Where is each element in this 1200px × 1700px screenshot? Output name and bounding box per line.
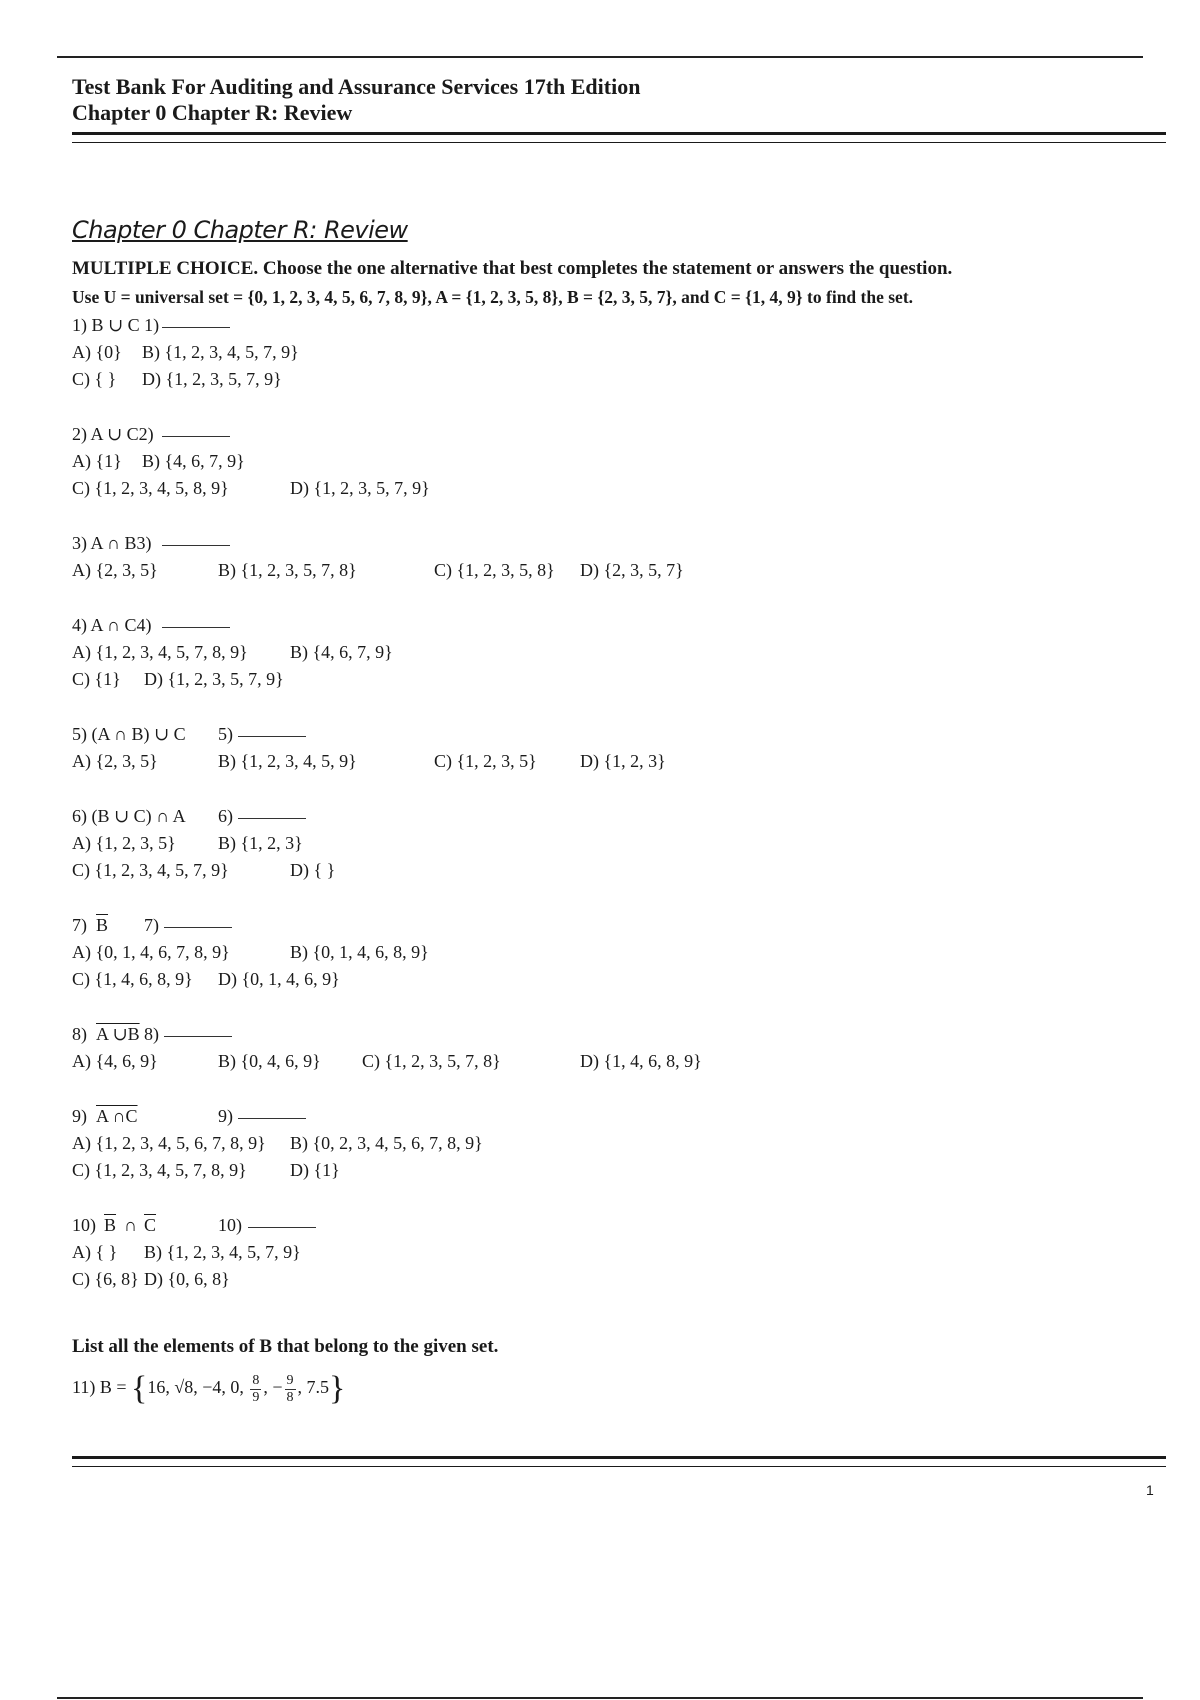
question-number: 5) [218, 724, 233, 744]
header-double-rule [72, 132, 1166, 143]
question-prompt: 6) (B ∪ C) ∩ A [72, 806, 186, 826]
option-a: A) {1} [72, 451, 122, 471]
question-prompt: 1) B ∪ C 1) [72, 315, 160, 335]
answer-blank [238, 1103, 306, 1119]
option-a: A) {2, 3, 5} [72, 751, 158, 771]
question-number: 9) [72, 1106, 87, 1126]
option-b: B) {1, 2, 3, 4, 5, 9} [218, 751, 357, 771]
option-c: C) {1, 2, 3, 5, 7, 8} [362, 1051, 501, 1071]
set-elements-tail: , 7.5 [297, 1377, 329, 1398]
section-heading: List all the elements of B that belong to the given set. [72, 1336, 499, 1357]
option-a: A) {0} [72, 342, 122, 362]
intersection-symbol: ∩ [124, 1215, 137, 1235]
question-number: 8) [144, 1024, 159, 1044]
answer-blank [164, 912, 232, 928]
question-prompt: 2) A ∪ C2) [72, 424, 154, 444]
chapter-title: Chapter 0 Chapter R: Review [72, 216, 408, 244]
question-number: 10) [218, 1215, 242, 1235]
left-brace: { [130, 1370, 148, 1407]
option-c: C) {1, 2, 3, 5, 8} [434, 560, 555, 580]
option-a: A) {1, 2, 3, 5} [72, 833, 176, 853]
top-rule [57, 56, 1143, 58]
right-brace: } [329, 1370, 346, 1407]
header-title: Test Bank For Auditing and Assurance Services 17th Edition [72, 74, 641, 99]
option-a: A) {1, 2, 3, 4, 5, 7, 8, 9} [72, 642, 248, 662]
option-d: D) {0, 1, 4, 6, 9} [218, 969, 340, 989]
set-complement: $\overline{C}$ [144, 1215, 157, 1235]
header-subtitle: Chapter 0 Chapter R: Review [72, 100, 353, 125]
question-number: 7) [144, 915, 159, 935]
question-number: 8) [72, 1024, 87, 1044]
option-a: A) {4, 6, 9} [72, 1051, 158, 1071]
option-d: D) { } [290, 860, 336, 880]
page-header [72, 74, 640, 126]
option-b: B) {0, 1, 4, 6, 8, 9} [290, 942, 429, 962]
option-a: A) {2, 3, 5} [72, 560, 158, 580]
question-prompt: 5) (A ∩ B) ∪ C [72, 724, 186, 744]
option-c: C) {1, 2, 3, 4, 5, 7, 8, 9} [72, 1160, 247, 1180]
option-b: B) {0, 2, 3, 4, 5, 6, 7, 8, 9} [290, 1133, 483, 1153]
set-complement: A ∪B [96, 1024, 140, 1044]
option-b: B) {1, 2, 3, 4, 5, 7, 9} [144, 1242, 301, 1262]
question-prompt: 3) A ∩ B3) [72, 533, 152, 553]
answer-blank [162, 421, 230, 437]
answer-blank [238, 803, 306, 819]
option-d: D) {2, 3, 5, 7} [580, 560, 684, 580]
numerator: 8 [252, 1372, 260, 1388]
option-d: D) {1, 2, 3, 5, 7, 9} [290, 478, 430, 498]
separator: , − [263, 1377, 283, 1398]
footer-double-rule [72, 1456, 1166, 1467]
bottom-rule [57, 1697, 1143, 1699]
option-d: D) {1, 2, 3, 5, 7, 9} [144, 669, 284, 689]
answer-blank [162, 612, 230, 628]
option-c: C) {1, 2, 3, 4, 5, 7, 9} [72, 860, 229, 880]
question-prompt: 11) B = [72, 1377, 131, 1398]
option-b: B) {4, 6, 7, 9} [290, 642, 393, 662]
option-d: D) {1, 2, 3} [580, 751, 666, 771]
numerator: 9 [286, 1372, 294, 1388]
option-d: D) {1, 4, 6, 8, 9} [580, 1051, 702, 1071]
option-b: B) {1, 2, 3, 4, 5, 7, 9} [142, 342, 299, 362]
answer-blank [162, 530, 230, 546]
question-prompt: 4) A ∩ C4) [72, 615, 152, 635]
option-c: C) {1, 2, 3, 5} [434, 751, 537, 771]
option-d: D) {1, 2, 3, 5, 7, 9} [142, 369, 282, 389]
answer-blank [162, 312, 230, 328]
question-number: 7) [72, 915, 87, 935]
option-c: C) {1} [72, 669, 121, 689]
set-complement: A ∩C [96, 1106, 138, 1126]
question-11 [72, 1370, 345, 1408]
answer-blank [248, 1212, 316, 1228]
option-d: D) {1} [290, 1160, 340, 1180]
set-complement: $\overline{B}$ [104, 1215, 117, 1235]
option-c: C) {1, 2, 3, 4, 5, 8, 9} [72, 478, 229, 498]
option-b: B) {4, 6, 7, 9} [142, 451, 245, 471]
page-number: 1 [1146, 1482, 1154, 1498]
fraction [285, 1373, 296, 1406]
option-b: B) {1, 2, 3, 5, 7, 8} [218, 560, 357, 580]
denominator: 8 [286, 1389, 294, 1405]
answer-blank [164, 1021, 232, 1037]
option-c: C) {6, 8} [72, 1269, 139, 1289]
set-definitions: Use U = universal set = {0, 1, 2, 3, 4, 5, 6, 7, 8, 9}, A = {1, 2, 3, 5, 8}, B = {2, 3, 5, 7}, and C = {1, 4, 9} to find the set. [72, 287, 914, 307]
answer-blank [238, 721, 306, 737]
option-a: A) {1, 2, 3, 4, 5, 6, 7, 8, 9} [72, 1133, 266, 1153]
fraction [250, 1373, 261, 1406]
mc-instructions: MULTIPLE CHOICE. Choose the one alternative that best completes the statement or answers the question. [72, 258, 953, 279]
question-number: 9) [218, 1106, 233, 1126]
option-a: A) { } [72, 1242, 118, 1262]
option-a: A) {0, 1, 4, 6, 7, 8, 9} [72, 942, 230, 962]
option-b: B) {0, 4, 6, 9} [218, 1051, 321, 1071]
set-complement: $\overline{B}$ [96, 915, 109, 935]
question-number: 10) [72, 1215, 96, 1235]
option-c: C) { } [72, 369, 117, 389]
option-b: B) {1, 2, 3} [218, 833, 303, 853]
denominator: 9 [252, 1389, 260, 1405]
option-d: D) {0, 6, 8} [144, 1269, 230, 1289]
set-elements: 16, √8, −4, 0, [147, 1377, 244, 1398]
question-number: 6) [218, 806, 233, 826]
option-c: C) {1, 4, 6, 8, 9} [72, 969, 193, 989]
